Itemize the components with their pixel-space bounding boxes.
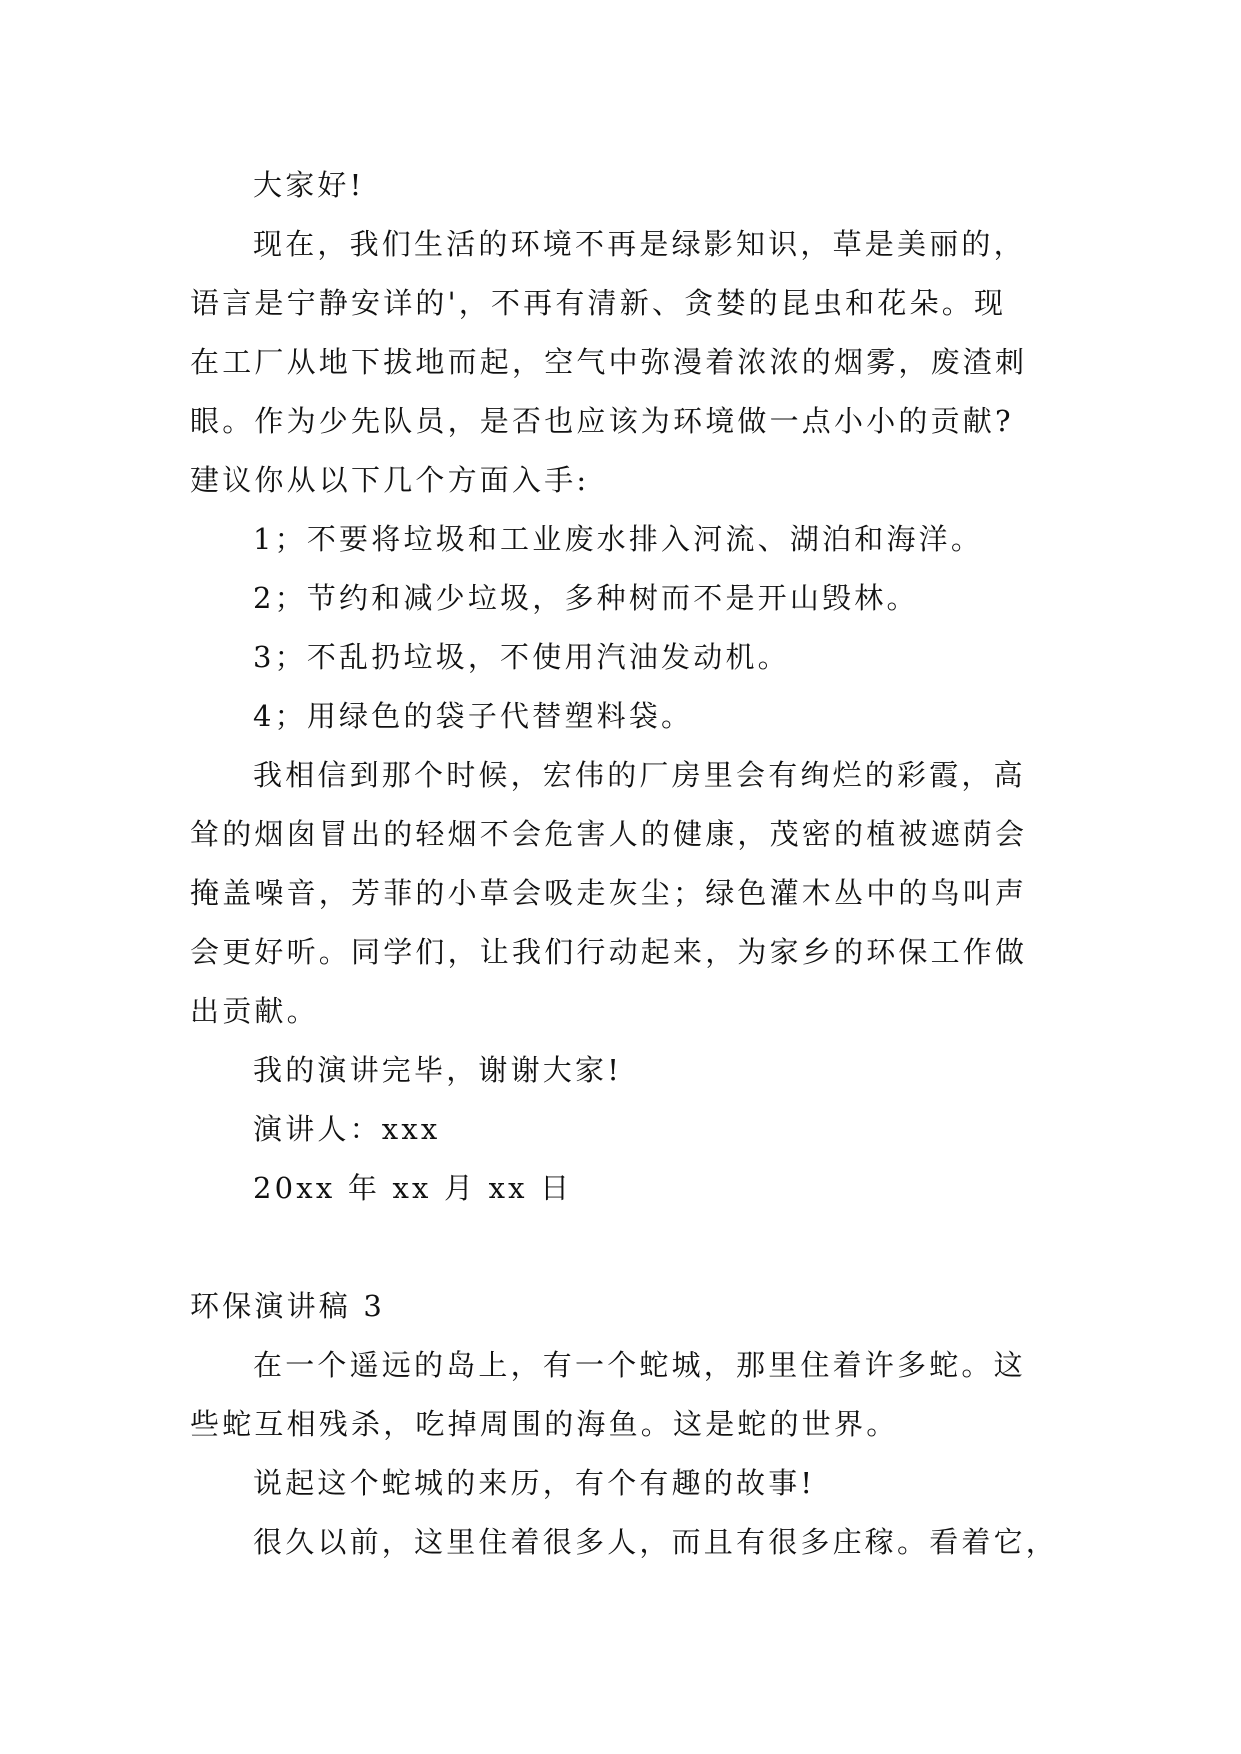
text-line: 会更好听。同学们，让我们行动起来，为家乡的环保工作做 [190, 935, 1028, 969]
paragraph-story-intro: 说起这个蛇城的来历，有个有趣的故事! [253, 1466, 816, 1500]
text-line: 语言是宁静安详的'，不再有清新、贪婪的昆虫和花朵。现 [190, 286, 1007, 320]
closing-line: 我的演讲完毕，谢谢大家! [253, 1053, 623, 1087]
text-line: 出贡献。 [190, 994, 319, 1028]
text-line: 些蛇互相残杀，吃掉周围的海鱼。这是蛇的世界。 [190, 1407, 899, 1441]
text-line: 在一个遥远的岛上，有一个蛇城，那里住着许多蛇。这 [253, 1348, 1026, 1382]
text-line: 掩盖噪音，芳菲的小草会吸走灰尘；绿色灌木丛中的鸟叫声 [190, 876, 1028, 910]
text-line: 耸的烟囱冒出的轻烟不会危害人的健康，茂密的植被遮荫会 [190, 817, 1028, 851]
text-line: 在工厂从地下拔地而起，空气中弥漫着浓浓的烟雾，废渣刺 [190, 345, 1028, 379]
list-item: 1；不要将垃圾和工业废水排入河流、湖泊和海洋。 [253, 522, 984, 556]
speaker-line: 演讲人：xxx [253, 1112, 441, 1146]
section-title: 环保演讲稿 3 [190, 1289, 386, 1323]
text-line: 眼。作为少先队员，是否也应该为环境做一点小小的贡献? [190, 404, 1014, 438]
text-line: 我相信到那个时候，宏伟的厂房里会有绚烂的彩霞，高 [253, 758, 1026, 792]
text-line: 现在，我们生活的环境不再是绿影知识，草是美丽的， [253, 227, 1026, 261]
list-item: 3；不乱扔垃圾，不使用汽油发动机。 [253, 640, 790, 674]
text-line: 建议你从以下几个方面入手: [190, 463, 590, 497]
list-item: 4；用绿色的袋子代替塑料袋。 [253, 699, 694, 733]
date-line: 20xx 年 xx 月 xx 日 [253, 1171, 573, 1205]
blank-line [190, 1218, 1070, 1277]
document-page [190, 156, 1070, 1572]
list-item: 2；节约和减少垃圾，多种树而不是开山毁林。 [253, 581, 919, 615]
paragraph-long-ago: 很久以前，这里住着很多人，而且有很多庄稼。看着它， [253, 1525, 1059, 1559]
paragraph-snake-city [190, 1336, 1070, 1454]
greeting: 大家好! [253, 168, 365, 202]
paragraph-future [190, 746, 1070, 1041]
paragraph-environment [190, 215, 1070, 510]
